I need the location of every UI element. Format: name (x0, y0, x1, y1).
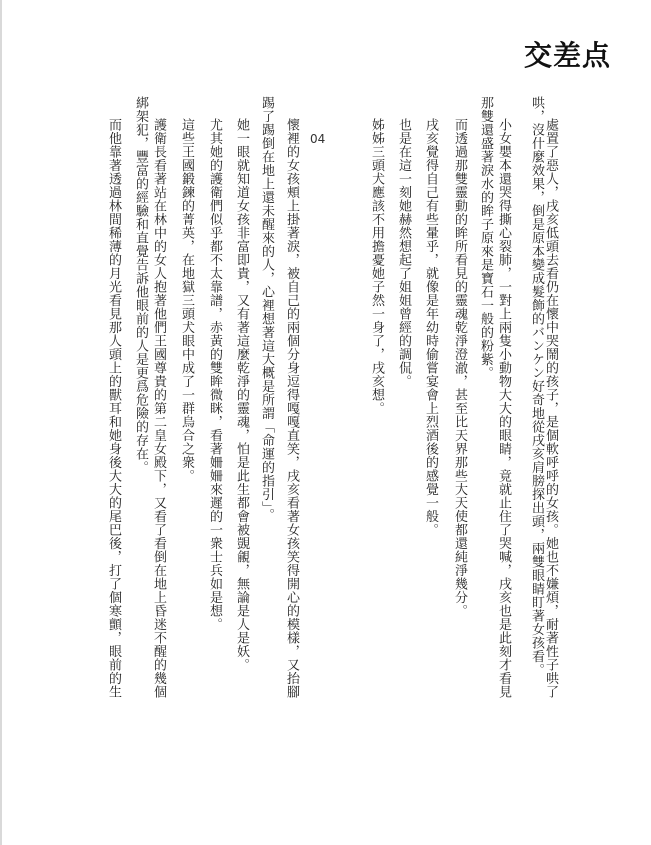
text-column: 戌亥覺得自己有些暈乎，就像是年幼時偷嘗宴會上烈酒後的感覺一般。 (423, 118, 438, 537)
text-column: 姊姊三頭犬應該不用擔憂她子然一身了，戌亥想。 (369, 118, 384, 415)
text-column: 懷裡的女孩頰上掛著淚，被自己的兩個分身逗得嘎嘎直笑，戌亥看著女孩笑得開心的模樣，又抬腳 (284, 118, 299, 699)
text-column: 小女嬰本還哭得撕心裂肺，一對上兩隻小動物大大的眼睛，竟就止住了哭喊，戌亥也是此刻才看見 (496, 118, 511, 699)
text-column: 她一眼就知道女孩非富即貴，又有著這麼乾淨的靈魂，怕是此生都會被覬覦，無論是人是妖。 (234, 118, 249, 672)
text-column: 這些王國鍛鍊的菁英，在地獄三頭犬眼中成了一群烏合之衆。 (179, 118, 194, 483)
text-column: 處置了惡人，戌亥低頭去看仍在懷中哭鬧的孩子，是個軟呼呼的女孩。她也不嫌煩，耐著性子哄了 (543, 118, 558, 699)
text-column: 護衛長看著站在林中的女人抱著他們王國尊貴的第二皇女殿下，又看了看倒在地上昏迷不醒的幾個 (151, 118, 166, 699)
text-column: 綁架犯，豐富的經驗和直覺告訴他眼前的人是更爲危險的存在。 (133, 96, 148, 474)
page-spine-shadow (0, 0, 2, 845)
chapter-title: 交差点 (523, 39, 611, 72)
text-column: 踢了踢倒在地上還未醒來的人，心裡想著這大概是所謂「命運的指引」。 (259, 96, 274, 522)
text-column: 而透過那雙靈動的眸所看見的靈魂乾淨澄澈，甚至比天界那些大天使都還純淨幾分。 (452, 118, 467, 618)
text-column: 尤其她的護衛們似乎都不太靠譜，赤黃的雙眸微眯，看著姍姍來遲的一衆士兵如是想。 (207, 118, 222, 631)
text-column: 也是在這一刻她赫然想起了姐姐曾經的調侃。 (396, 118, 411, 388)
text-column: 而他靠著透過林間稀薄的月光看見那人頭上的獸耳和她身後大大的尾巴後，打了個寒顫，眼前的生 (106, 118, 121, 699)
text-column: 那雙還盛著淚水的眸子原來是寶石一般的粉紫。 (478, 96, 493, 380)
text-column: 哄，沒什麼效果，倒是原本變成髮飾的バンケン好奇地從戌亥肩膀探出頭，兩雙眼睛盯著女孩看。 (529, 96, 544, 677)
chapter-number: 04 (310, 132, 326, 146)
